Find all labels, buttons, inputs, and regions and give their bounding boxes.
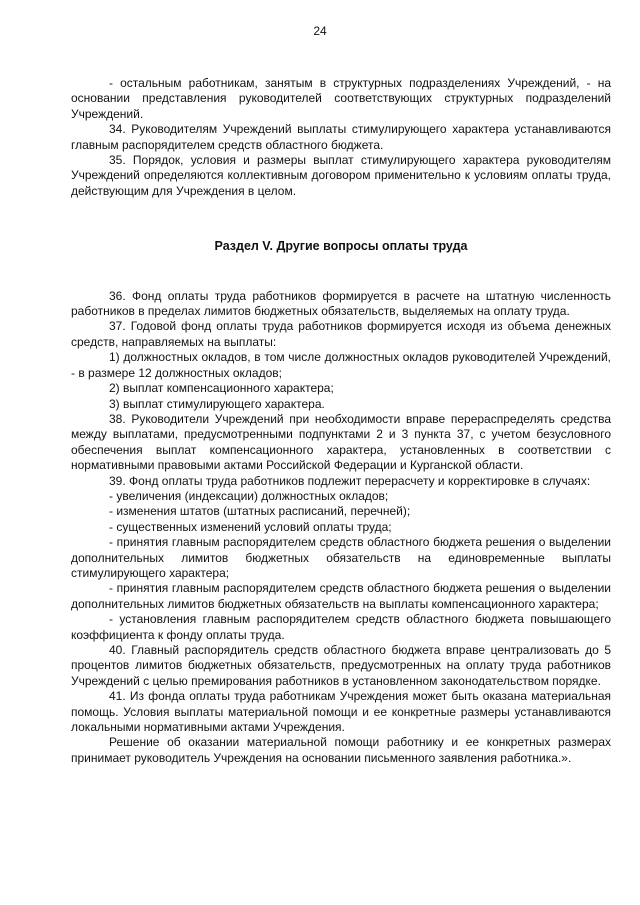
paragraph-41: 41. Из фонда оплаты труда работникам Учреждения может быть оказана материальная помощь. Условия выплаты материальной помощи и ее конкретные размеры устанавливаются локальными нормативными актами Учреждения. [71,689,611,735]
paragraph-39-item-5: - принятия главным распорядителем средств областного бюджета решения о выделении дополнительных лимитов бюджетных обязательств на выплаты компенсационного характера; [71,581,611,611]
paragraph-38: 38. Руководители Учреждений при необходимости вправе перераспределять средства между выплатами, предусмотренными подпунктами 2 и 3 пункта 37, с учетом безусловного обеспечения выплат компенсационного характера, установленных в соответствии с нормативными правовыми актами Российской Федерации и Курганской области. [71,411,611,473]
document-body [71,76,611,766]
paragraph-39-item-2: - изменения штатов (штатных расписаний, перечней); [109,504,411,519]
paragraph-list-item: - остальным работникам, занятым в структурных подразделениях Учреждений, - на основании представления руководителей соответствующих структурных подразделений Учреждений. [71,76,611,121]
paragraph-37-item-1: 1) должностных окладов, в том числе должностных окладов руководителей Учреждений, - в размере 12 должностных окладов; [71,350,611,380]
paragraph-35: 35. Порядок, условия и размеры выплат стимулирующего характера руководителям Учреждений определяются коллективным договором применительно к условиям оплаты труда, действующим для Учреждения в целом. [71,153,611,198]
paragraph-37: 37. Годовой фонд оплаты труда работников формируется исходя из объема денежных средств, направляемых на выплаты: [71,319,611,349]
section-heading: Раздел V. Другие вопросы оплаты труда [214,239,468,254]
paragraph-37-item-3: 3) выплат стимулирующего характера. [109,396,325,411]
page-number: 24 [313,24,327,38]
paragraph-39-item-3: - существенных изменений условий оплаты труда; [109,519,392,534]
paragraph-34: 34. Руководителям Учреждений выплаты стимулирующего характера устанавливаются главным распорядителем средств областного бюджета. [71,122,611,152]
paragraph-39-item-4: - принятия главным распорядителем средств областного бюджета решения о выделении дополнительных лимитов бюджетных обязательств на единовременные выплаты стимулирующего характера; [71,535,611,580]
paragraph-40: 40. Главный распорядитель средств областного бюджета вправе централизовать до 5 процентов лимитов бюджетных обязательств, предусмотренных на оплату труда работников Учреждений с целью премирования работников в установленном законодательством порядке. [71,643,611,688]
paragraph-36: 36. Фонд оплаты труда работников формируется в расчете на штатную численность работников в пределах лимитов бюджетных обязательств, выделяемых на оплату труда. [71,288,611,319]
paragraph-39: 39. Фонд оплаты труда работников подлежит перерасчету и корректировке в случаях: [109,473,591,488]
paragraph-37-item-2: 2) выплат компенсационного характера; [109,381,334,396]
paragraph-41-decision: Решение об оказании материальной помощи работнику и ее конкретных размерах принимает руководитель Учреждения на основании письменного заявления работника.». [71,735,611,765]
paragraph-39-item-1: - увеличения (индексации) должностных окладов; [109,488,389,503]
paragraph-39-item-6: - установления главным распорядителем средств областного бюджета повышающего коэффициента к фонду оплаты труда. [71,612,611,642]
